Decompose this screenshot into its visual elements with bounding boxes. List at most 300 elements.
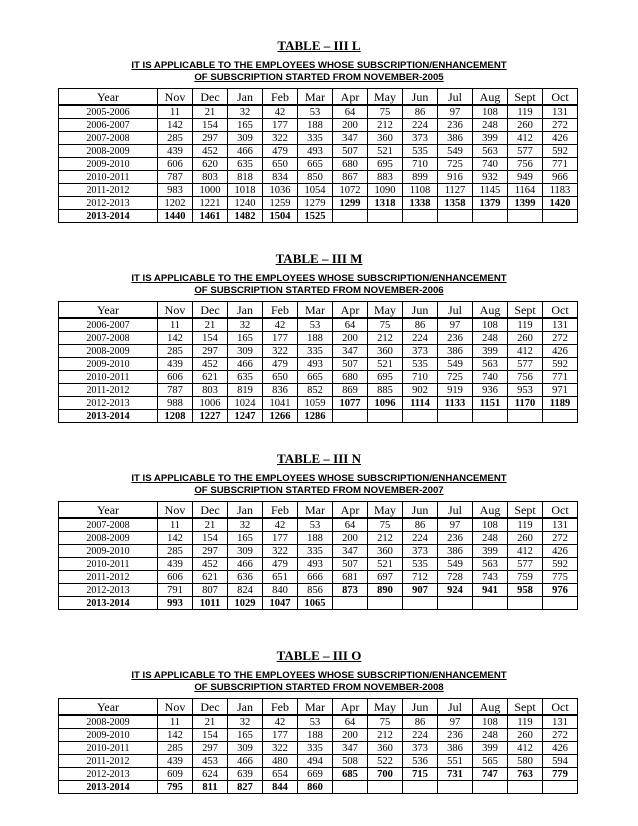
value-cell: 507 (333, 145, 368, 158)
value-cell: 466 (228, 755, 263, 768)
value-cell: 386 (438, 132, 473, 145)
value-cell: 42 (263, 715, 298, 729)
year-cell: 2013-2014 (59, 781, 158, 794)
value-cell: 177 (263, 119, 298, 132)
value-cell: 521 (368, 145, 403, 158)
value-cell: 779 (543, 768, 578, 781)
value-cell: 771 (543, 371, 578, 384)
value-cell: 188 (298, 729, 333, 742)
value-cell: 154 (193, 119, 228, 132)
value-cell: 1047 (263, 597, 298, 610)
value-cell: 521 (368, 358, 403, 371)
value-cell: 803 (193, 384, 228, 397)
year-cell: 2008-2009 (59, 532, 158, 545)
value-cell: 165 (228, 729, 263, 742)
year-cell: 2006-2007 (59, 119, 158, 132)
value-cell: 75 (368, 105, 403, 119)
table-row (59, 410, 578, 423)
year-cell: 2013-2014 (59, 210, 158, 223)
value-cell: 108 (473, 518, 508, 532)
value-cell: 1096 (368, 397, 403, 410)
value-cell: 154 (193, 332, 228, 345)
value-cell: 200 (333, 332, 368, 345)
value-cell: 309 (228, 742, 263, 755)
value-cell: 439 (158, 358, 193, 371)
value-cell: 1227 (193, 410, 228, 423)
value-cell (403, 781, 438, 794)
value-cell: 949 (508, 171, 543, 184)
value-cell: 1208 (158, 410, 193, 423)
column-header-month: Oct (543, 502, 578, 519)
value-cell: 236 (438, 119, 473, 132)
value-cell (403, 410, 438, 423)
value-cell: 335 (298, 742, 333, 755)
value-cell (368, 210, 403, 223)
year-cell: 2006-2007 (59, 318, 158, 332)
column-header-month: Dec (193, 699, 228, 716)
value-cell: 1461 (193, 210, 228, 223)
column-header-month: Jun (403, 302, 438, 319)
value-cell: 42 (263, 318, 298, 332)
value-cell: 890 (368, 584, 403, 597)
value-cell: 1482 (228, 210, 263, 223)
value-cell (508, 781, 543, 794)
value-cell: 479 (263, 558, 298, 571)
value-cell: 740 (473, 158, 508, 171)
value-cell: 493 (298, 358, 333, 371)
value-cell: 119 (508, 715, 543, 729)
year-cell: 2011-2012 (59, 755, 158, 768)
value-cell: 743 (473, 571, 508, 584)
value-cell: 1440 (158, 210, 193, 223)
value-cell: 577 (508, 358, 543, 371)
value-cell: 787 (158, 171, 193, 184)
value-cell (543, 597, 578, 610)
value-cell: 466 (228, 145, 263, 158)
header-row (59, 89, 578, 106)
table-row (59, 558, 578, 571)
year-cell: 2010-2011 (59, 171, 158, 184)
value-cell: 902 (403, 384, 438, 397)
value-cell: 728 (438, 571, 473, 584)
value-cell: 412 (508, 345, 543, 358)
value-cell (438, 210, 473, 223)
value-cell: 1041 (263, 397, 298, 410)
year-cell: 2008-2009 (59, 145, 158, 158)
value-cell: 988 (158, 397, 193, 410)
column-header-month: Nov (158, 89, 193, 106)
column-header-month: May (368, 502, 403, 519)
value-cell: 452 (193, 358, 228, 371)
value-cell: 507 (333, 358, 368, 371)
value-cell: 248 (473, 532, 508, 545)
value-cell: 236 (438, 729, 473, 742)
table-row (59, 332, 578, 345)
value-cell: 621 (193, 571, 228, 584)
value-cell (333, 597, 368, 610)
value-cell: 347 (333, 545, 368, 558)
value-cell: 1299 (333, 197, 368, 210)
value-cell: 119 (508, 105, 543, 119)
value-cell: 860 (298, 781, 333, 794)
year-cell: 2009-2010 (59, 729, 158, 742)
value-cell: 976 (543, 584, 578, 597)
table-row (59, 132, 578, 145)
value-cell: 260 (508, 532, 543, 545)
table-subtitle-line1: IT IS APPLICABLE TO THE EMPLOYEES WHOSE SUBSCRIPTION/ENHANCEMENT (131, 473, 507, 484)
value-cell (438, 597, 473, 610)
value-cell: 285 (158, 345, 193, 358)
value-cell: 466 (228, 558, 263, 571)
value-cell: 142 (158, 532, 193, 545)
value-cell: 958 (508, 584, 543, 597)
table-row (59, 571, 578, 584)
year-cell: 2012-2013 (59, 197, 158, 210)
value-cell: 248 (473, 332, 508, 345)
value-cell: 1127 (438, 184, 473, 197)
table-title: TABLE – III M (275, 251, 363, 266)
value-cell: 177 (263, 729, 298, 742)
column-header-month: Mar (298, 89, 333, 106)
table-row (59, 345, 578, 358)
value-cell: 373 (403, 345, 438, 358)
table-row (59, 119, 578, 132)
value-cell: 347 (333, 132, 368, 145)
value-cell: 285 (158, 545, 193, 558)
value-cell: 297 (193, 132, 228, 145)
value-cell: 563 (473, 558, 508, 571)
value-cell: 399 (473, 545, 508, 558)
table-row (59, 210, 578, 223)
value-cell: 771 (543, 158, 578, 171)
column-header-month: Aug (473, 302, 508, 319)
value-cell: 725 (438, 158, 473, 171)
value-cell (473, 781, 508, 794)
value-cell: 1202 (158, 197, 193, 210)
value-cell: 936 (473, 384, 508, 397)
column-header-month: Feb (263, 502, 298, 519)
value-cell: 224 (403, 119, 438, 132)
value-cell: 1006 (193, 397, 228, 410)
year-cell: 2008-2009 (59, 715, 158, 729)
year-cell: 2009-2010 (59, 158, 158, 171)
value-cell: 993 (158, 597, 193, 610)
value-cell: 412 (508, 545, 543, 558)
value-cell: 32 (228, 105, 263, 119)
value-cell: 536 (403, 755, 438, 768)
value-cell (473, 410, 508, 423)
column-header-month: Jul (438, 699, 473, 716)
column-header-month: Dec (193, 502, 228, 519)
value-cell: 695 (368, 371, 403, 384)
value-cell: 177 (263, 532, 298, 545)
value-cell: 373 (403, 132, 438, 145)
value-cell: 1059 (298, 397, 333, 410)
value-cell: 119 (508, 318, 543, 332)
value-cell: 412 (508, 132, 543, 145)
value-cell: 1065 (298, 597, 333, 610)
value-cell: 188 (298, 532, 333, 545)
value-cell: 1029 (228, 597, 263, 610)
value-cell: 775 (543, 571, 578, 584)
value-cell: 725 (438, 371, 473, 384)
value-cell: 236 (438, 332, 473, 345)
column-header-year: Year (59, 699, 158, 716)
value-cell: 1279 (298, 197, 333, 210)
value-cell: 11 (158, 518, 193, 532)
value-cell: 756 (508, 371, 543, 384)
table-row (59, 781, 578, 794)
value-cell: 932 (473, 171, 508, 184)
value-cell: 953 (508, 384, 543, 397)
value-cell: 21 (193, 518, 228, 532)
value-cell: 695 (368, 158, 403, 171)
column-header-month: Aug (473, 89, 508, 106)
table-title: TABLE – III N (277, 451, 361, 466)
value-cell: 360 (368, 742, 403, 755)
value-cell: 493 (298, 145, 333, 158)
value-cell: 53 (298, 715, 333, 729)
value-cell: 297 (193, 545, 228, 558)
year-cell: 2009-2010 (59, 358, 158, 371)
value-cell: 941 (473, 584, 508, 597)
table-row (59, 768, 578, 781)
column-header-month: Sept (508, 502, 543, 519)
value-cell (403, 597, 438, 610)
value-cell: 452 (193, 145, 228, 158)
year-cell: 2012-2013 (59, 768, 158, 781)
year-cell: 2011-2012 (59, 184, 158, 197)
table-row (59, 532, 578, 545)
value-cell: 508 (333, 755, 368, 768)
value-cell: 1247 (228, 410, 263, 423)
column-header-month: Jul (438, 89, 473, 106)
subscription-table (58, 698, 578, 794)
table-row (59, 145, 578, 158)
value-cell: 360 (368, 345, 403, 358)
value-cell: 697 (368, 571, 403, 584)
value-cell: 666 (298, 571, 333, 584)
value-cell: 1240 (228, 197, 263, 210)
subscription-table (58, 301, 578, 423)
value-cell: 1133 (438, 397, 473, 410)
value-cell: 787 (158, 384, 193, 397)
column-header-month: Oct (543, 699, 578, 716)
value-cell: 212 (368, 532, 403, 545)
year-cell: 2007-2008 (59, 518, 158, 532)
value-cell: 680 (333, 158, 368, 171)
value-cell: 1286 (298, 410, 333, 423)
table-subtitle-line1: IT IS APPLICABLE TO THE EMPLOYEES WHOSE SUBSCRIPTION/ENHANCEMENT (131, 273, 507, 284)
value-cell: 740 (473, 371, 508, 384)
value-cell: 811 (193, 781, 228, 794)
column-header-month: Aug (473, 699, 508, 716)
subscription-table (58, 88, 578, 223)
value-cell: 883 (368, 171, 403, 184)
value-cell: 272 (543, 729, 578, 742)
value-cell: 64 (333, 715, 368, 729)
value-cell: 1072 (333, 184, 368, 197)
value-cell: 852 (298, 384, 333, 397)
table-subtitle-line1: IT IS APPLICABLE TO THE EMPLOYEES WHOSE SUBSCRIPTION/ENHANCEMENT (131, 60, 507, 71)
value-cell: 712 (403, 571, 438, 584)
year-cell: 2005-2006 (59, 105, 158, 119)
column-header-month: Nov (158, 302, 193, 319)
value-cell: 759 (508, 571, 543, 584)
value-cell: 297 (193, 742, 228, 755)
value-cell (403, 210, 438, 223)
column-header-year: Year (59, 502, 158, 519)
column-header-month: Oct (543, 302, 578, 319)
column-header-month: Jan (228, 89, 263, 106)
value-cell: 200 (333, 729, 368, 742)
value-cell: 439 (158, 558, 193, 571)
value-cell: 86 (403, 715, 438, 729)
value-cell: 32 (228, 518, 263, 532)
value-cell: 322 (263, 132, 298, 145)
value-cell: 818 (228, 171, 263, 184)
header-row (59, 302, 578, 319)
table-title: TABLE – III O (276, 648, 362, 663)
table-row (59, 729, 578, 742)
value-cell: 272 (543, 119, 578, 132)
value-cell: 606 (158, 571, 193, 584)
value-cell: 309 (228, 545, 263, 558)
value-cell: 1266 (263, 410, 298, 423)
value-cell: 577 (508, 558, 543, 571)
value-cell: 399 (473, 742, 508, 755)
value-cell: 493 (298, 558, 333, 571)
table-row (59, 358, 578, 371)
value-cell: 131 (543, 318, 578, 332)
value-cell: 386 (438, 742, 473, 755)
table-subtitle-line2: OF SUBSCRIPTION STARTED FROM NOVEMBER-2005 (194, 72, 444, 83)
value-cell: 200 (333, 532, 368, 545)
value-cell: 260 (508, 729, 543, 742)
value-cell: 1358 (438, 197, 473, 210)
value-cell: 1011 (193, 597, 228, 610)
table-subtitle-line2: OF SUBSCRIPTION STARTED FROM NOVEMBER-2006 (194, 285, 444, 296)
column-header-month: Sept (508, 699, 543, 716)
value-cell: 624 (193, 768, 228, 781)
value-cell: 200 (333, 119, 368, 132)
value-cell: 131 (543, 715, 578, 729)
year-cell: 2008-2009 (59, 345, 158, 358)
value-cell: 710 (403, 158, 438, 171)
value-cell: 335 (298, 345, 333, 358)
value-cell: 97 (438, 518, 473, 532)
value-cell (543, 410, 578, 423)
value-cell: 224 (403, 532, 438, 545)
year-cell: 2010-2011 (59, 371, 158, 384)
value-cell: 335 (298, 132, 333, 145)
value-cell (508, 410, 543, 423)
value-cell: 1525 (298, 210, 333, 223)
column-header-month: Apr (333, 89, 368, 106)
value-cell: 97 (438, 715, 473, 729)
table-row (59, 184, 578, 197)
value-cell: 1189 (543, 397, 578, 410)
value-cell: 75 (368, 715, 403, 729)
value-cell: 700 (368, 768, 403, 781)
value-cell (333, 410, 368, 423)
value-cell: 53 (298, 105, 333, 119)
value-cell: 347 (333, 345, 368, 358)
value-cell: 439 (158, 145, 193, 158)
value-cell: 11 (158, 318, 193, 332)
value-cell: 165 (228, 532, 263, 545)
value-cell: 285 (158, 742, 193, 755)
column-header-month: Dec (193, 89, 228, 106)
column-header-month: Feb (263, 699, 298, 716)
value-cell (508, 597, 543, 610)
year-cell: 2007-2008 (59, 132, 158, 145)
value-cell: 399 (473, 345, 508, 358)
value-cell: 479 (263, 145, 298, 158)
year-cell: 2010-2011 (59, 742, 158, 755)
value-cell: 108 (473, 318, 508, 332)
value-cell: 426 (543, 345, 578, 358)
header-row (59, 502, 578, 519)
value-cell: 11 (158, 715, 193, 729)
table-subtitle-line1: IT IS APPLICABLE TO THE EMPLOYEES WHOSE SUBSCRIPTION/ENHANCEMENT (131, 670, 507, 681)
value-cell: 836 (263, 384, 298, 397)
value-cell: 507 (333, 558, 368, 571)
column-header-month: Apr (333, 302, 368, 319)
column-header-month: Jun (403, 502, 438, 519)
value-cell: 592 (543, 145, 578, 158)
value-cell: 1090 (368, 184, 403, 197)
value-cell: 439 (158, 755, 193, 768)
value-cell: 248 (473, 729, 508, 742)
value-cell: 592 (543, 358, 578, 371)
value-cell: 64 (333, 105, 368, 119)
column-header-month: May (368, 699, 403, 716)
value-cell: 165 (228, 119, 263, 132)
value-cell: 1379 (473, 197, 508, 210)
value-cell: 592 (543, 558, 578, 571)
value-cell: 867 (333, 171, 368, 184)
value-cell: 856 (298, 584, 333, 597)
value-cell (543, 210, 578, 223)
value-cell: 224 (403, 332, 438, 345)
value-cell: 1036 (263, 184, 298, 197)
value-cell: 260 (508, 119, 543, 132)
column-header-month: May (368, 89, 403, 106)
table-row (59, 518, 578, 532)
value-cell: 869 (333, 384, 368, 397)
table-row (59, 171, 578, 184)
value-cell: 563 (473, 145, 508, 158)
value-cell: 1420 (543, 197, 578, 210)
value-cell: 834 (263, 171, 298, 184)
value-cell: 212 (368, 729, 403, 742)
value-cell: 1221 (193, 197, 228, 210)
value-cell: 1145 (473, 184, 508, 197)
value-cell: 386 (438, 545, 473, 558)
value-cell: 606 (158, 371, 193, 384)
value-cell: 32 (228, 318, 263, 332)
value-cell: 142 (158, 729, 193, 742)
column-header-month: Sept (508, 302, 543, 319)
value-cell: 795 (158, 781, 193, 794)
value-cell (368, 781, 403, 794)
column-header-month: Feb (263, 89, 298, 106)
value-cell: 650 (263, 371, 298, 384)
value-cell: 685 (333, 768, 368, 781)
value-cell: 916 (438, 171, 473, 184)
value-cell: 188 (298, 332, 333, 345)
